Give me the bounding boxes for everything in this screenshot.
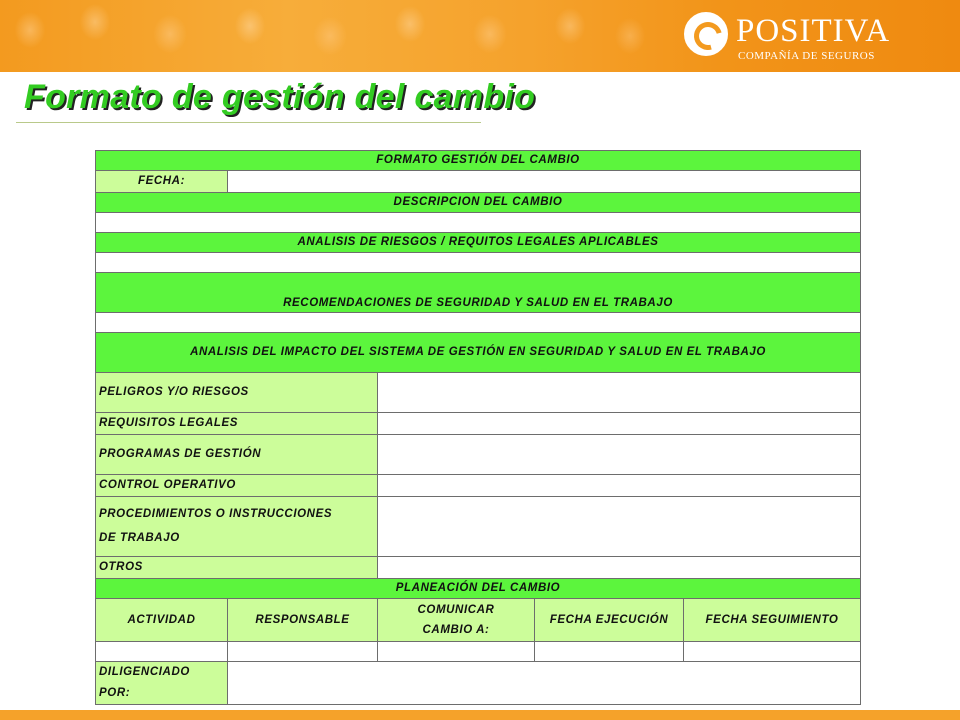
col-header-fecha-seguimiento: FECHA SEGUIMIENTO — [684, 598, 861, 641]
analisis-riesgos-field[interactable] — [96, 252, 861, 272]
header-banner — [0, 0, 960, 72]
impacto-label-programas: PROGRAMAS DE GESTIÓN — [96, 434, 378, 474]
brand-subtitle: COMPAÑÍA DE SEGUROS — [738, 50, 875, 62]
diligenciado-field[interactable] — [228, 661, 861, 704]
impacto-label-control: CONTROL OPERATIVO — [96, 474, 378, 496]
recomendaciones-field[interactable] — [96, 312, 861, 332]
descripcion-header: DESCRIPCION DEL CAMBIO — [96, 192, 861, 212]
impacto-label-peligros: PELIGROS Y/O RIESGOS — [96, 372, 378, 412]
recomendaciones-header: RECOMENDACIONES DE SEGURIDAD Y SALUD EN EL TRABAJO — [96, 272, 861, 312]
brand-name: POSITIVA — [736, 13, 891, 49]
fecha-ejecucion-field[interactable] — [535, 641, 684, 661]
positiva-logo — [684, 12, 914, 62]
impacto-field-procedimientos[interactable] — [378, 496, 861, 556]
banner-photo-collage — [0, 0, 660, 72]
descripcion-field[interactable] — [96, 212, 861, 232]
impacto-header: ANALISIS DEL IMPACTO DEL SISTEMA DE GESTIÓN EN SEGURIDAD Y SALUD EN EL TRABAJO — [96, 332, 861, 372]
impacto-label-requisitos: REQUISITOS LEGALES — [96, 412, 378, 434]
impacto-field-peligros[interactable] — [378, 372, 861, 412]
diligenciado-label: DILIGENCIADO POR: — [96, 661, 228, 704]
col-header-actividad: ACTIVIDAD — [96, 598, 228, 641]
impacto-field-requisitos[interactable] — [378, 412, 861, 434]
responsable-field[interactable] — [228, 641, 378, 661]
fecha-field[interactable] — [228, 170, 861, 192]
comunicar-field[interactable] — [378, 641, 535, 661]
fecha-seguimiento-field[interactable] — [684, 641, 861, 661]
impacto-label-procedimientos: PROCEDIMIENTOS O INSTRUCCIONES DE TRABAJO — [96, 496, 378, 556]
impacto-field-control[interactable] — [378, 474, 861, 496]
col-header-comunicar: COMUNICAR CAMBIO A: — [378, 598, 535, 641]
fecha-label: FECHA: — [96, 170, 228, 192]
impacto-field-programas[interactable] — [378, 434, 861, 474]
table-row — [96, 641, 861, 661]
page-title: Formato de gestión del cambio — [24, 78, 536, 116]
col-header-responsable: RESPONSABLE — [228, 598, 378, 641]
col-header-fecha-ejecucion: FECHA EJECUCIÓN — [535, 598, 684, 641]
form-main-header: FORMATO GESTIÓN DEL CAMBIO — [96, 150, 861, 170]
actividad-field[interactable] — [96, 641, 228, 661]
analisis-riesgos-header: ANALISIS DE RIESGOS / REQUITOS LEGALES APLICABLES — [96, 232, 861, 252]
footer-bar — [0, 710, 960, 720]
title-divider — [16, 122, 481, 123]
positiva-logo-icon — [684, 12, 728, 56]
change-management-form — [95, 147, 860, 705]
impacto-label-otros: OTROS — [96, 556, 378, 578]
impacto-field-otros[interactable] — [378, 556, 861, 578]
planeacion-header: PLANEACIÓN DEL CAMBIO — [96, 578, 861, 598]
